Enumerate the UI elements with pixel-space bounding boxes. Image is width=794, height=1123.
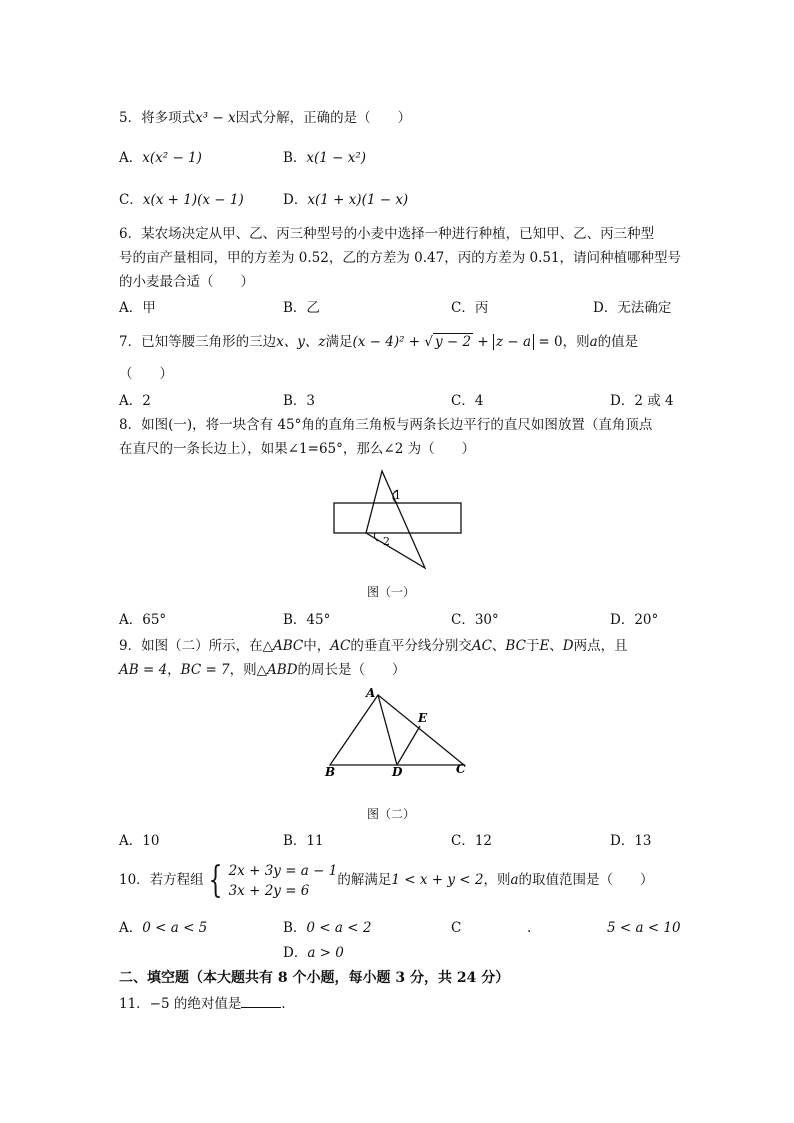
- q5-expression: x³ − x: [195, 110, 236, 126]
- q9-option-b[interactable]: B．11: [283, 833, 324, 849]
- q7-option-d[interactable]: D．2 或 4: [610, 393, 674, 409]
- q8-option-d[interactable]: D．20°: [610, 612, 659, 628]
- q9-line-1: 9．如图（二）所示，在△ABC中，AC的垂直平分线分别交AC、BC于E、D两点，且: [119, 638, 628, 654]
- q11-stem: 11．−5 的绝对值是 ．: [119, 993, 295, 1014]
- q5-option-d[interactable]: D．x(1 + x)(1 − x): [283, 192, 409, 208]
- q11-answer-blank[interactable]: [241, 993, 281, 1008]
- vertex-label-b: B: [325, 765, 336, 779]
- q9-figure-caption: 图（二）: [367, 807, 416, 821]
- q8-option-b[interactable]: B．45°: [283, 612, 331, 628]
- q7-option-c[interactable]: C．4: [451, 393, 484, 409]
- q10-option-c-dot: .: [527, 920, 532, 936]
- equation-2: 3x + 2y = 6: [228, 882, 310, 899]
- q6-line-3: 的小麦最合适（ ）: [119, 274, 254, 290]
- equation-1: 2x + 3y = a − 1: [228, 862, 338, 879]
- q9-option-d[interactable]: D．13: [610, 833, 652, 849]
- equation-system: [229, 861, 338, 901]
- q7-stem: 7．已知等腰三角形的三边x、y、z满足(x − 4)² + √ y − 2 + z − a = 0，则a的值是: [119, 334, 639, 350]
- q9-figure: [320, 683, 480, 783]
- vertex-label-e: E: [418, 711, 428, 725]
- system-brace: {: [208, 859, 223, 901]
- q6-line-1: 6．某农场决定从甲、乙、丙三种型号的小麦中选择一种进行种植，已知甲、乙、丙三种型: [119, 226, 655, 242]
- angle-label-1: 1: [394, 489, 401, 502]
- vertex-label-c: C: [456, 762, 466, 776]
- q8-figure-caption: 图（一）: [367, 585, 416, 599]
- q9-option-a[interactable]: A．10: [119, 833, 160, 849]
- q7-option-a[interactable]: A．2: [119, 393, 151, 409]
- q5-option-a[interactable]: A．x(x² − 1): [119, 150, 202, 166]
- q6-option-b[interactable]: B．乙: [283, 300, 320, 316]
- angle-label-2: 2: [383, 535, 390, 548]
- q7-sqrt-term: y − 2: [435, 334, 472, 350]
- q8-option-a[interactable]: A．65°: [119, 612, 167, 628]
- q8-line-2: 在直尺的一条长边上），如果∠1=65°，那么∠2 为（ ）: [119, 441, 476, 457]
- q7-condition: (x − 4)² +: [352, 334, 425, 350]
- q8-line-1: 8．如图(一)，将一块含有 45°角的直角三角板与两条长边平行的直尺如图放置（直角顶点: [119, 417, 653, 433]
- q10-stem: 10．若方程组 { 2x + 3y = a − 1 3x + 2y = 6的解满足1 < x + y < 2，则a的取值范围是（ ）: [119, 859, 654, 901]
- q6-option-c[interactable]: C．丙: [451, 300, 489, 316]
- q6-line-2: 号的亩产量相同，甲的方差为 0.52，乙的方差为 0.47，丙的方差为 0.51，请问种植哪种型号: [119, 250, 682, 266]
- q7-variables: x、y、z: [276, 334, 326, 350]
- vertex-label-a: A: [366, 686, 376, 700]
- q8-option-c[interactable]: C．30°: [451, 612, 499, 628]
- segment-ad: [378, 695, 397, 765]
- q10-option-c-text[interactable]: 5 < a < 10: [607, 920, 681, 936]
- q9-option-c[interactable]: C．12: [451, 833, 493, 849]
- q10-option-d[interactable]: D．a > 0: [283, 945, 344, 961]
- section-2-heading: 二、填空题（本大题共有 8 个小题，每小题 3 分，共 24 分）: [119, 970, 510, 986]
- q5-option-c[interactable]: C．x(x + 1)(x − 1): [119, 192, 244, 208]
- q5-option-b[interactable]: B．x(1 − x²): [283, 150, 367, 166]
- q10-option-b[interactable]: B．0 < a < 2: [283, 920, 372, 936]
- q7-line-2: （ ）: [119, 366, 173, 382]
- triangle-abc: [330, 695, 464, 765]
- q8-figure: [325, 466, 470, 576]
- q9-line-2: AB = 4，BC = 7，则△ABD的周长是（ ）: [119, 662, 406, 678]
- set-square-triangle: [366, 471, 425, 568]
- q5-stem-text: 5．将多项式: [119, 110, 196, 126]
- segment-de: [397, 726, 420, 765]
- q7-abs-term: z − a: [493, 334, 534, 350]
- vertex-label-d: D: [392, 765, 403, 779]
- q5-stem: [119, 108, 411, 128]
- q5-stem-text-2: 因式分解，正确的是（ ）: [235, 110, 412, 126]
- q7-option-b[interactable]: B．3: [283, 393, 316, 409]
- q10-option-c-label[interactable]: C: [451, 920, 462, 936]
- q10-option-a[interactable]: A．0 < a < 5: [119, 920, 208, 936]
- q6-option-a[interactable]: A．甲: [119, 300, 156, 316]
- q6-option-d[interactable]: D．无法确定: [593, 300, 672, 316]
